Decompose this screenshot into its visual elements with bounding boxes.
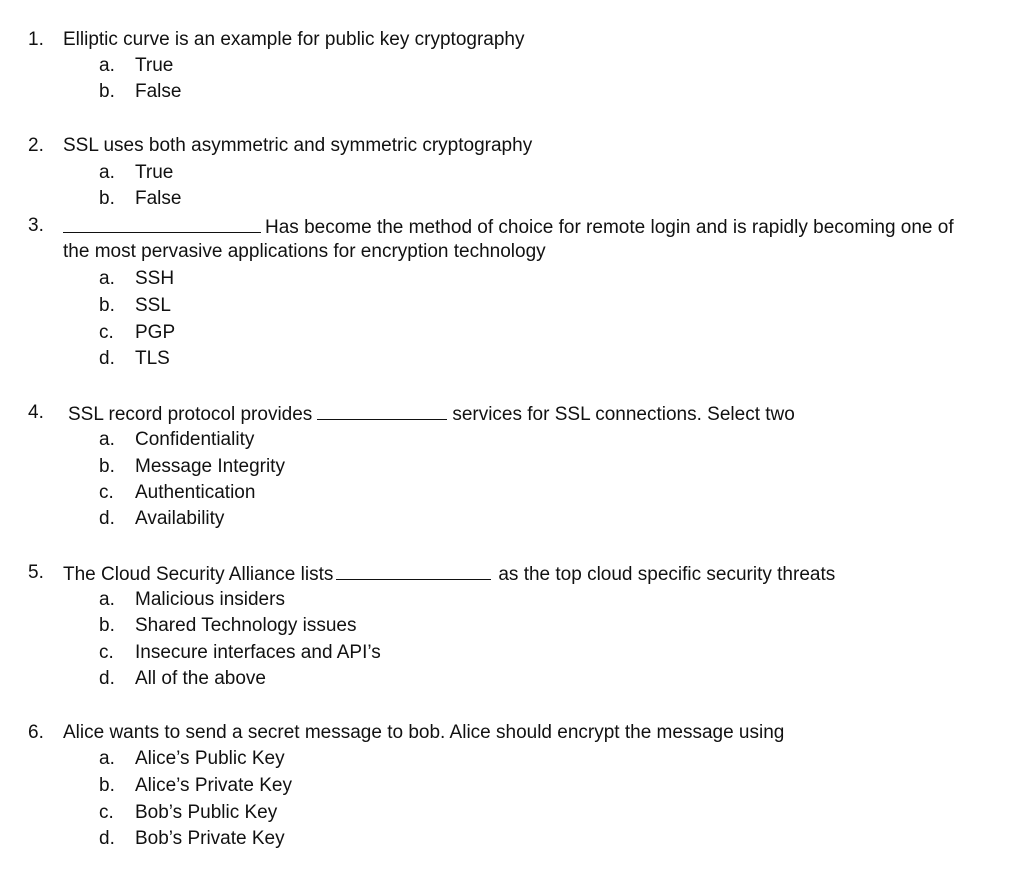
question-text <box>63 561 835 587</box>
option-text: Bob’s Public Key <box>135 802 278 823</box>
option-text: Insecure interfaces and API’s <box>135 642 381 663</box>
option-text: Shared Technology issues <box>135 615 357 636</box>
option-text: TLS <box>135 348 170 369</box>
option-text: Authentication <box>135 482 256 503</box>
question-text <box>63 214 954 240</box>
option-letter: c. <box>99 642 114 663</box>
question-text-line2: the most pervasive applications for encryption technology <box>63 241 546 262</box>
question-text: SSL uses both asymmetric and symmetric cryptography <box>63 135 533 156</box>
option-letter: b. <box>99 456 115 477</box>
option-text: Availability <box>135 508 225 529</box>
option-letter: b. <box>99 81 115 102</box>
question-text-after-blank: Has become the method of choice for remote login and is rapidly becoming one of <box>265 217 954 238</box>
answer-blank <box>63 214 261 233</box>
option-text: SSL <box>135 295 171 316</box>
option-letter: a. <box>99 748 115 769</box>
option-text: Message Integrity <box>135 456 285 477</box>
option-text: False <box>135 81 182 102</box>
option-letter: a. <box>99 429 115 450</box>
option-text: True <box>135 55 174 76</box>
option-letter: d. <box>99 668 115 689</box>
option-letter: b. <box>99 775 115 796</box>
option-letter: a. <box>99 55 115 76</box>
question-text: Alice wants to send a secret message to bob. Alice should encrypt the message using <box>63 722 785 743</box>
option-letter: b. <box>99 188 115 209</box>
question-number: 2. <box>28 135 44 156</box>
option-text: Confidentiality <box>135 429 255 450</box>
option-letter: c. <box>99 802 114 823</box>
option-text: Bob’s Private Key <box>135 828 285 849</box>
option-letter: d. <box>99 348 115 369</box>
option-text: All of the above <box>135 668 266 689</box>
question-number: 4. <box>28 402 44 423</box>
question-number: 1. <box>28 29 44 50</box>
option-text: SSH <box>135 268 175 289</box>
option-letter: c. <box>99 322 114 343</box>
option-text: Alice’s Private Key <box>135 775 292 796</box>
option-text: PGP <box>135 322 176 343</box>
question-text-after-blank: services for SSL connections. Select two <box>452 404 795 425</box>
option-letter: a. <box>99 268 115 289</box>
question-text <box>68 401 795 427</box>
answer-blank <box>336 561 491 580</box>
question-text: Elliptic curve is an example for public key cryptography <box>63 29 525 50</box>
question-text-before-blank: The Cloud Security Alliance lists <box>63 564 334 585</box>
question-text-after-blank: as the top cloud specific security threats <box>498 564 836 585</box>
option-letter: a. <box>99 589 115 610</box>
question-number: 3. <box>28 215 44 236</box>
option-letter: d. <box>99 828 115 849</box>
answer-blank <box>317 401 447 420</box>
option-text: True <box>135 162 174 183</box>
option-letter: d. <box>99 508 115 529</box>
question-number: 6. <box>28 722 44 743</box>
option-text: False <box>135 188 182 209</box>
question-number: 5. <box>28 562 44 583</box>
option-letter: b. <box>99 615 115 636</box>
option-text: Malicious insiders <box>135 589 285 610</box>
question-text-before-blank: SSL record protocol provides <box>68 404 313 425</box>
option-letter: a. <box>99 162 115 183</box>
option-letter: b. <box>99 295 115 316</box>
option-letter: c. <box>99 482 114 503</box>
option-text: Alice’s Public Key <box>135 748 285 769</box>
